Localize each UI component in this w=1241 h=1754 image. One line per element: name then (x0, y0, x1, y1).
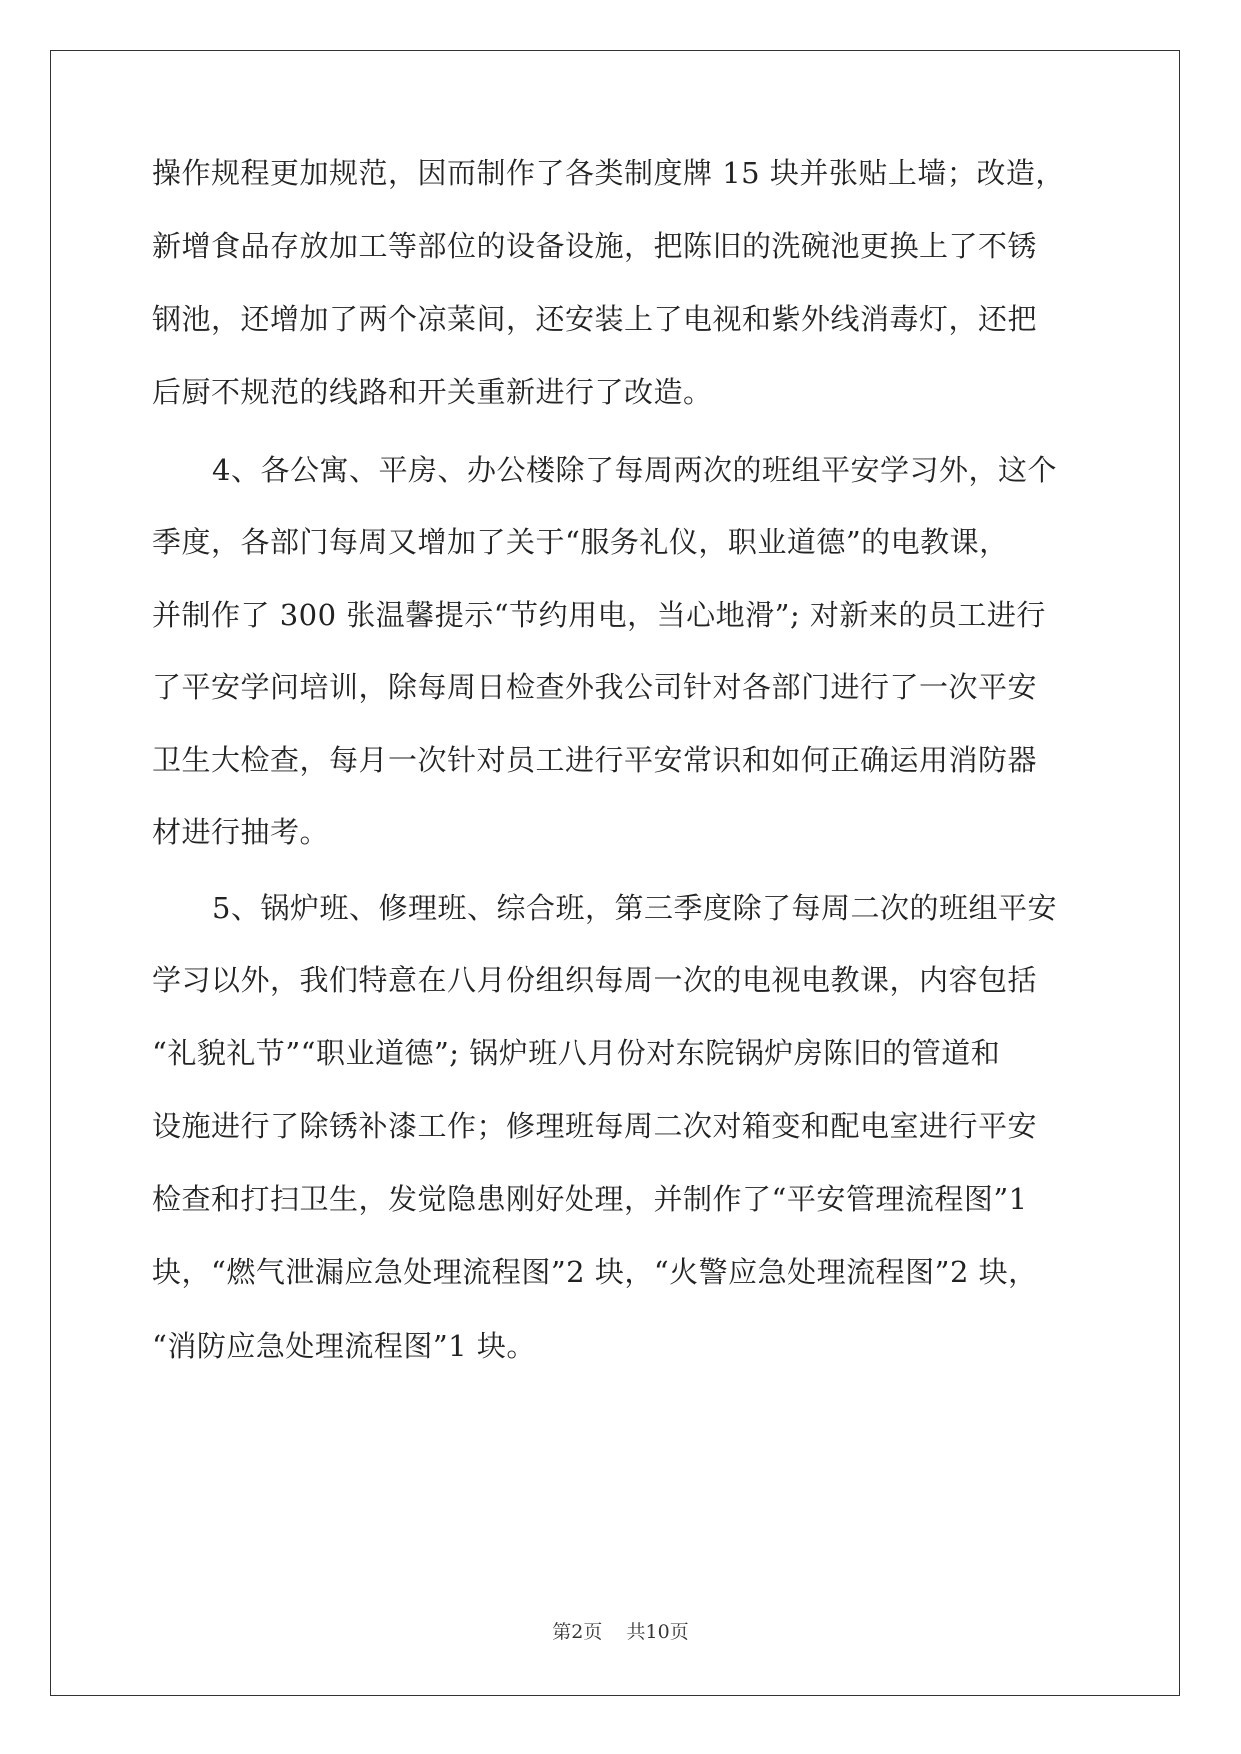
text-line-13: “礼貌礼节”“职业道德”; 锅炉班八月份对东院锅炉房陈旧的管道和 (152, 1036, 1001, 1070)
text-line-7: 并制作了 300 张温馨提示“节约用电，当心地滑”; 对新来的员工进行 (152, 598, 1046, 632)
text-line-14: 设施进行了除锈补漆工作；修理班每周二次对箱变和配电室进行平安 (152, 1109, 1038, 1143)
text-line-17: “消防应急处理流程图”1 块。 (152, 1329, 536, 1363)
text-line-16: 块，“燃气泄漏应急处理流程图”2 块，“火警应急处理流程图”2 块， (152, 1255, 1038, 1289)
text-line-11: 5、锅炉班、修理班、综合班，第三季度除了每周二次的班组平安 (212, 891, 1057, 925)
text-line-6: 季度，各部门每周又增加了关于“服务礼仪，职业道德”的电教课， (152, 525, 1009, 559)
text-line-10: 材进行抽考。 (152, 815, 330, 849)
text-line-8: 了平安学问培训，除每周日检查外我公司针对各部门进行了一次平安 (152, 670, 1038, 704)
page-number-footer: 第2页 共10页 (552, 1621, 689, 1643)
text-line-15: 检查和打扫卫生，发觉隐患刚好处理，并制作了“平安管理流程图”1 (152, 1182, 1028, 1216)
text-line-4: 后厨不规范的线路和开关重新进行了改造。 (152, 375, 713, 409)
text-line-5: 4、各公寓、平房、办公楼除了每周两次的班组平安学习外，这个 (212, 453, 1057, 487)
text-line-3: 钢池，还增加了两个凉菜间，还安装上了电视和紫外线消毒灯，还把 (152, 302, 1038, 336)
page-border (50, 50, 1180, 1696)
text-line-2: 新增食品存放加工等部位的设备设施，把陈旧的洗碗池更换上了不锈 (152, 229, 1038, 263)
text-line-9: 卫生大检查，每月一次针对员工进行平安常识和如何正确运用消防器 (152, 743, 1038, 777)
text-line-1: 操作规程更加规范，因而制作了各类制度牌 15 块并张贴上墙；改造， (152, 156, 1065, 190)
text-line-12: 学习以外，我们特意在八月份组织每周一次的电视电教课，内容包括 (152, 963, 1038, 997)
